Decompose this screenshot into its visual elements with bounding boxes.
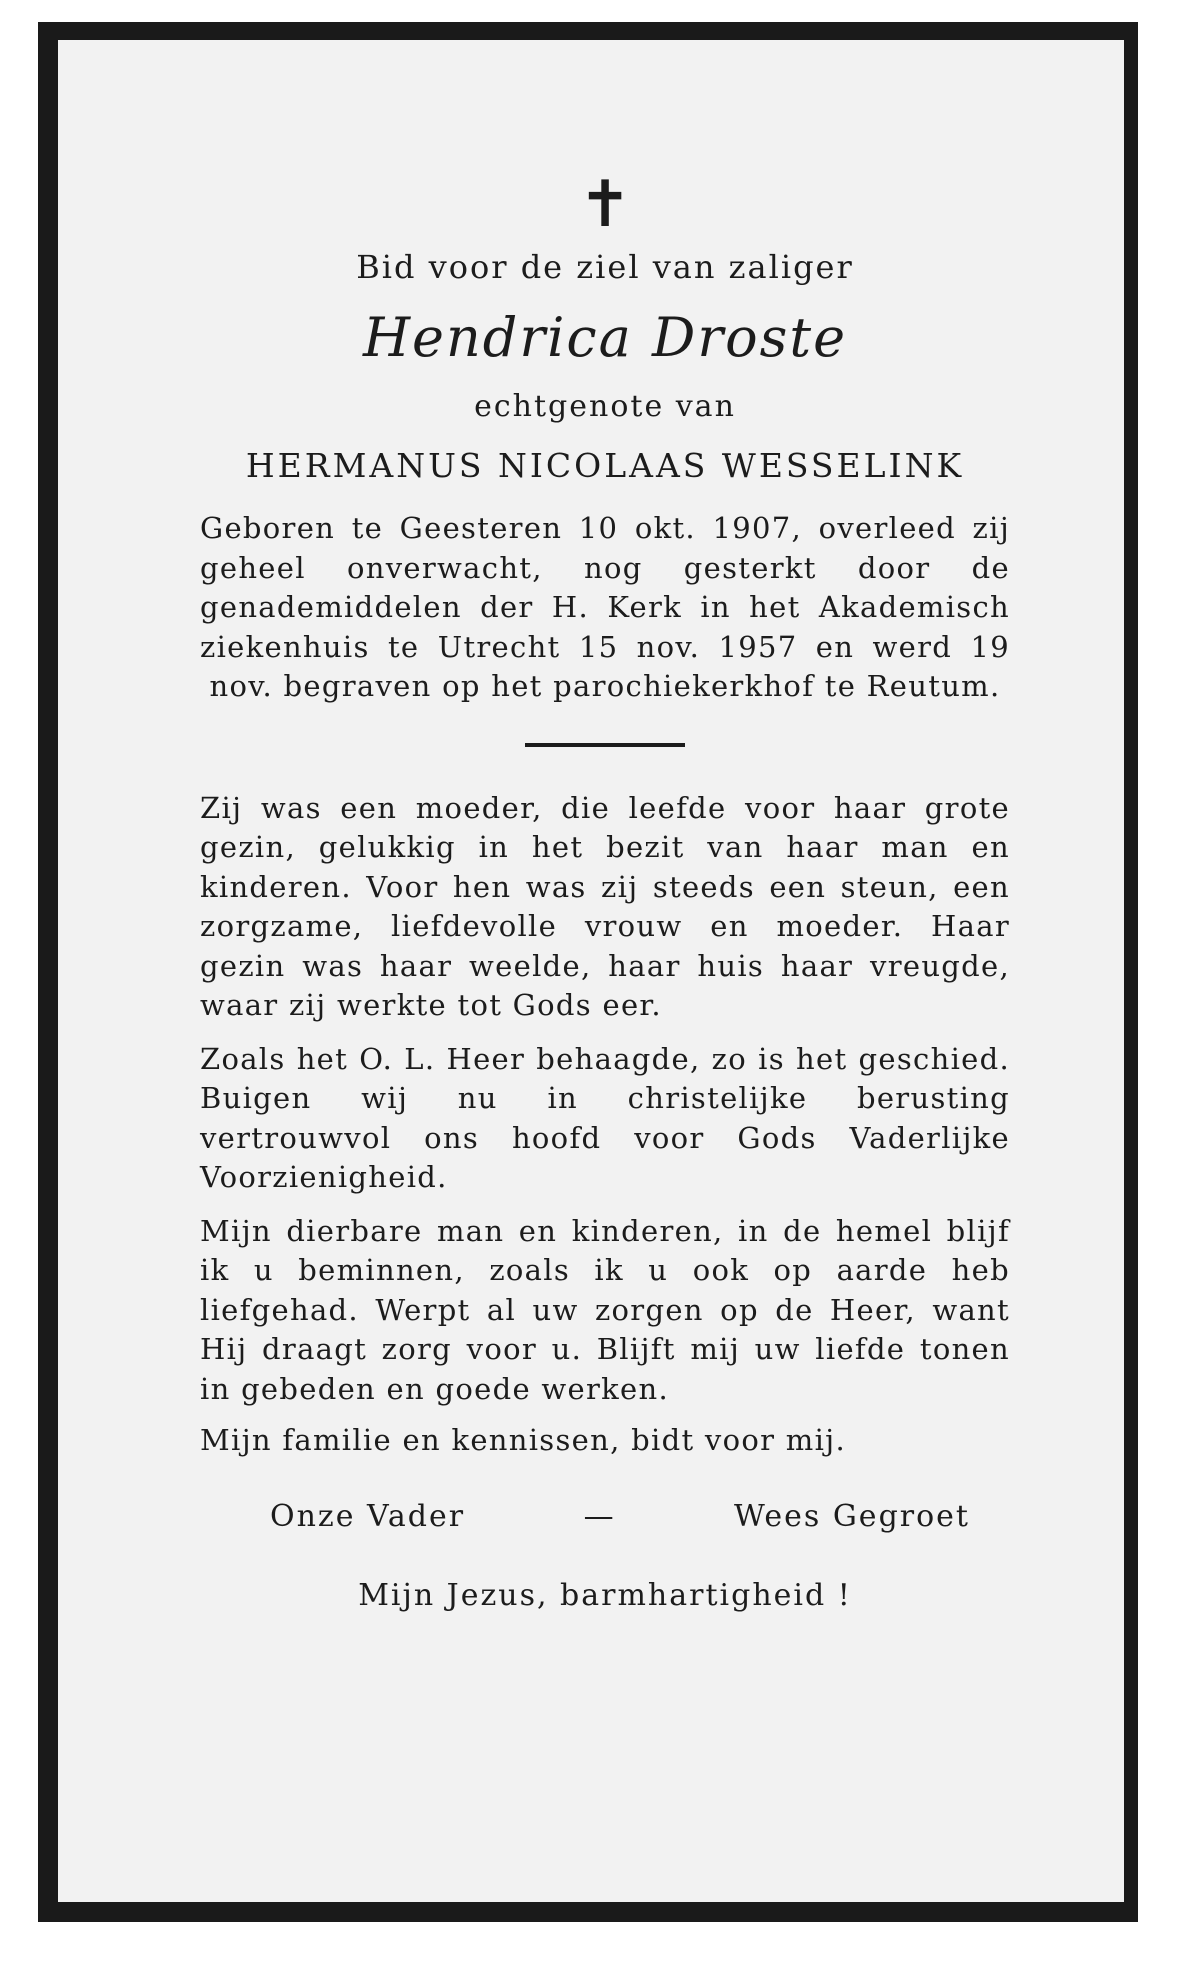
biography-paragraph: Geboren te Geesteren 10 okt. 1907, overleed zij geheel onverwacht, nog gesterkt door de genademiddelen der H. Kerk in het Akademisch ziekenhuis te Utrecht 15 nov. 1957 en werd 19 nov. begraven op het parochiekerkhof te Reutum. <box>200 511 1010 703</box>
card-content <box>200 170 1010 1613</box>
prayer-hail-mary: Wees Gegroet <box>734 1499 970 1534</box>
closing-line: Mijn familie en kennissen, bidt voor mij. <box>200 1423 846 1457</box>
final-invocation: Mijn Jezus, barmhartigheid ! <box>358 1578 852 1613</box>
spouse-name: HERMANUS NICOLAAS WESSELINK <box>245 446 965 485</box>
paragraph-faith: Zoals het O. L. Heer behaagde, zo is het geschied. Buigen wij nu in christelijke berusting vertrouwvol ons hoofd voor Gods Vaderlijke Voorzienigheid. <box>200 1041 1010 1194</box>
intro-line: Bid voor de ziel van zaliger <box>356 248 854 286</box>
spouse-label: echtgenote van <box>474 389 736 424</box>
prayer-separator: — <box>583 1499 616 1534</box>
divider-line <box>525 743 685 747</box>
prayer-our-father: Onze Vader <box>270 1499 466 1534</box>
deceased-name: Hendrica Droste <box>362 306 848 369</box>
paragraph-family: Mijn dierbare man en kinderen, in de hemel blijf ik u beminnen, zoals ik u ook op aarde heb liefgehad. Werpt al uw zorgen op de Heer, want Hij draagt zorg voor u. Blijft mij uw liefde tonen in gebeden en goede werken. <box>200 1213 1010 1406</box>
prayers-line <box>270 1499 970 1534</box>
cross-icon: ✝ <box>578 168 632 242</box>
paragraph-mother: Zij was een moeder, die leefde voor haar grote gezin, gelukkig in het bezit van haar man en kinderen. Voor hen was zij steeds een steun, een zorgzame, liefdevolle vrouw en moeder. Haar gezin was haar weelde, haar huis haar vreugde, waar zij werkte tot Gods eer. <box>200 790 1010 1022</box>
